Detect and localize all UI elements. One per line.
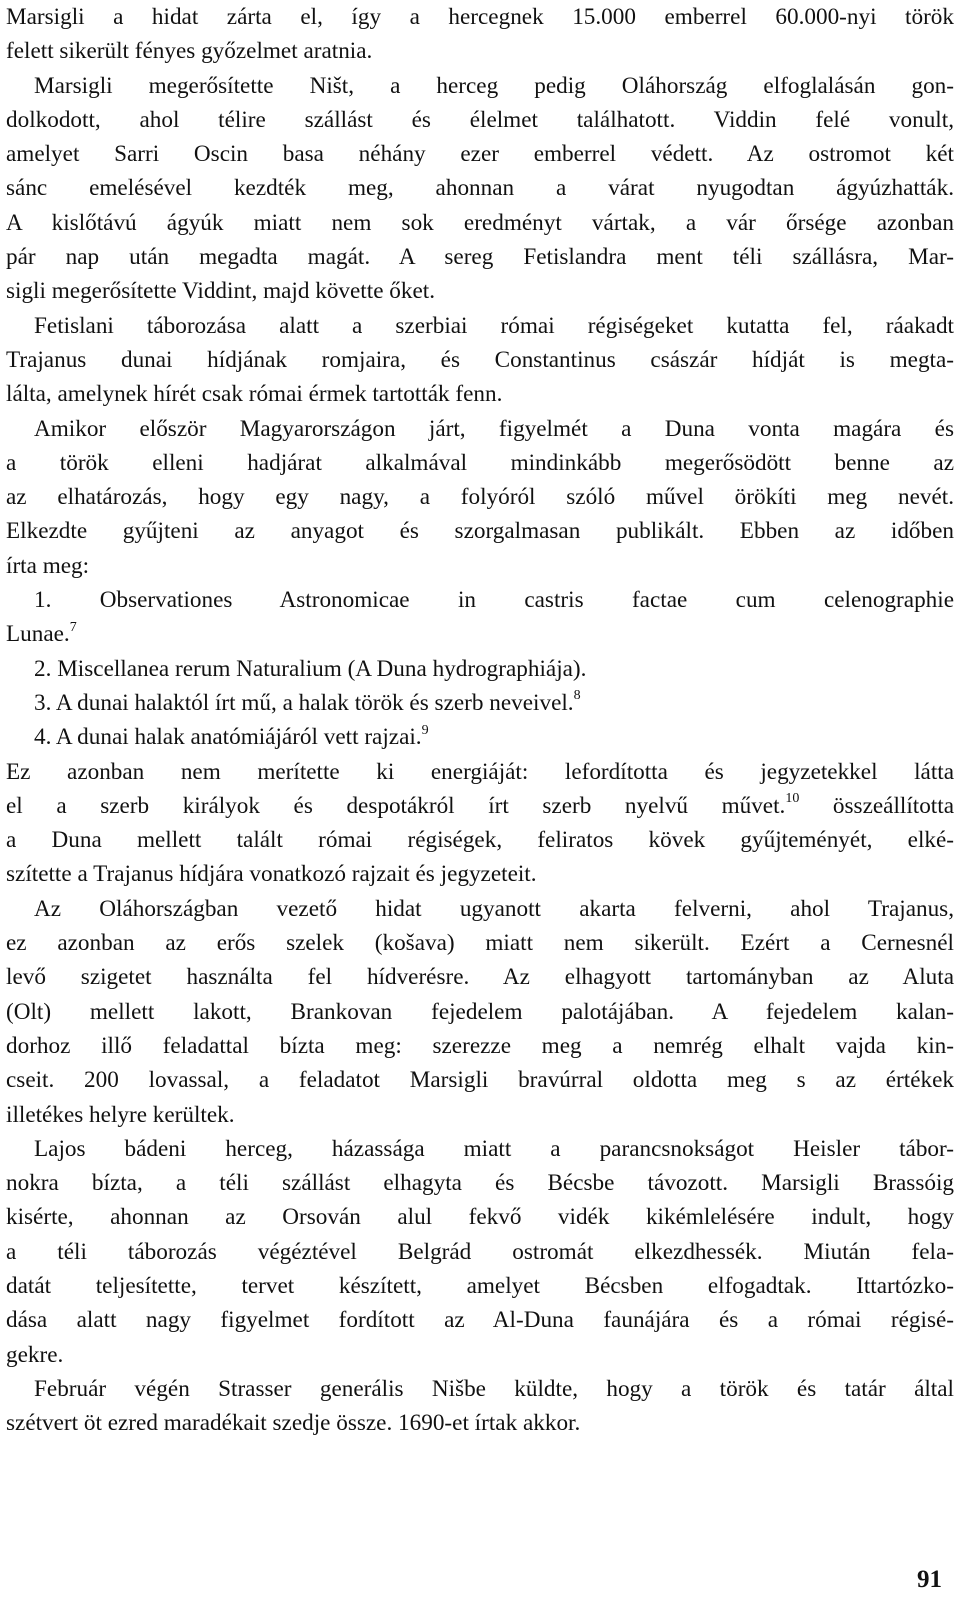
- text-line: [6, 755, 954, 789]
- text-line: [6, 1098, 954, 1132]
- text-line: [6, 549, 954, 583]
- text-line: [6, 583, 954, 617]
- text-line: [6, 720, 954, 754]
- line-text: kisérte, ahonnan az Orsován alul fekvő vidék kikémlelésére indult, hogy: [6, 1204, 954, 1231]
- text-line: [6, 926, 954, 960]
- line-text: a téli táborozás végéztével Belgrád ostromát elkezdhessék. Miután fela-: [6, 1238, 954, 1265]
- line-text: ez azonban az erős szelek (košava) miatt nem sikerült. Ezért a Cernesnél: [6, 930, 954, 957]
- line-text: dása alatt nagy figyelmet fordított az Al-Duna faunájára és a római régisé-: [6, 1307, 954, 1334]
- text-line: [6, 960, 954, 994]
- line-text: felett sikerült fényes győzelmet aratnia.: [6, 38, 373, 65]
- line-text: Elkezdte gyűjteni az anyagot és szorgalmasan publikált. Ebben az időben: [6, 518, 954, 545]
- text-line: [6, 514, 954, 548]
- line-text: sánc emelésével kezdték meg, ahonnan a várat nyugodtan ágyúzhatták.: [6, 175, 954, 202]
- line-text: a török elleni hadjárat alkalmával mindinkább megerősödött benne az: [6, 449, 954, 476]
- text-line: [6, 480, 954, 514]
- line-text: sigli megerősítette Viddint, majd követte őket.: [6, 278, 436, 305]
- line-text: a Duna mellett talált római régiségek, feliratos kövek gyűjteményét, elké-: [6, 827, 954, 854]
- text-line: [6, 274, 954, 308]
- line-text: illetékes helyre kerültek.: [6, 1101, 235, 1128]
- line-text: Fetislani táborozása alatt a szerbiai római régiségeket kutatta fel, ráakadt: [34, 312, 954, 339]
- text-line: [6, 377, 954, 411]
- text-line: [6, 995, 954, 1029]
- line-text: levő szigetet használta fel hídverésre. Az elhagyott tartományban az Aluta: [6, 964, 954, 991]
- text-line: [6, 1063, 954, 1097]
- text-line: [6, 34, 954, 68]
- page-number: 91: [917, 1566, 942, 1593]
- text-line: [6, 1166, 954, 1200]
- line-text: lálta, amelynek hírét csak római érmek tartották fenn.: [6, 381, 503, 408]
- text-line: [6, 686, 954, 720]
- text-line: [6, 103, 954, 137]
- text-line: [6, 1406, 954, 1440]
- line-text: Marsigli a hidat zárta el, így a hercegnek 15.000 emberrel 60.000-nyi török: [6, 4, 954, 30]
- text-line: [6, 652, 954, 686]
- line-text-continued: összeállította: [799, 792, 954, 819]
- line-text: el a szerb királyok és despotákról írt szerb nyelvű művet.: [6, 792, 786, 819]
- text-line: [6, 857, 954, 891]
- line-text: Ez azonban nem merítette ki energiáját: lefordította és jegyzetekkel látta: [6, 758, 954, 785]
- line-text: az elhatározás, hogy egy nagy, a folyóról szóló művel örökíti meg nevét.: [6, 484, 954, 511]
- text-line: [6, 1029, 954, 1063]
- text-line: [6, 171, 954, 205]
- line-text: Trajanus dunai hídjának romjaira, és Constantinus császár hídját is megta-: [6, 346, 954, 373]
- footnote-marker: 10: [785, 791, 800, 807]
- line-text: nokra bízta, a téli szállást elhagyta és Bécsbe távozott. Marsigli Brassóig: [6, 1170, 954, 1197]
- text-line: [6, 617, 954, 651]
- text-line: [6, 789, 954, 823]
- footnote-marker: 9: [421, 722, 429, 738]
- line-text: cseit. 200 lovassal, a feladatot Marsigli bravúrral oldotta meg s az értékek: [6, 1067, 954, 1094]
- line-text: datát teljesítette, tervet készített, amelyet Bécsben elfogadtak. Ittartózko-: [6, 1272, 954, 1299]
- line-text: gekre.: [6, 1341, 64, 1368]
- line-text: Amikor először Magyarországon járt, figyelmét a Duna vonta magára és: [34, 415, 954, 442]
- text-line: [6, 1338, 954, 1372]
- line-text: írta meg:: [6, 552, 90, 579]
- line-text: 2. Miscellanea rerum Naturalium (A Duna hydrographiája).: [34, 655, 587, 682]
- footnote-marker: 7: [69, 619, 77, 635]
- line-text: dorhoz illő feladattal bízta meg: szerezze meg a nemrég elhalt vajda kin-: [6, 1032, 954, 1059]
- text-line: [6, 69, 954, 103]
- document-page: [6, 0, 954, 1440]
- line-text: Marsigli megerősítette Ništ, a herceg pedig Oláhország elfoglalásán gon-: [34, 72, 954, 99]
- text-line: [6, 446, 954, 480]
- line-text: Lajos bádeni herceg, házassága miatt a parancsnokságot Heisler tábor-: [34, 1135, 954, 1162]
- footnote-marker: 8: [573, 688, 581, 704]
- text-line: [6, 1235, 954, 1269]
- line-text: Az Oláhországban vezető hidat ugyanott akarta felverni, ahol Trajanus,: [34, 895, 954, 922]
- text-line: [6, 137, 954, 171]
- text-line: [6, 0, 954, 34]
- line-text: 4. A dunai halak anatómiájáról vett rajzai.: [34, 724, 422, 751]
- line-text: dolkodott, ahol télire szállást és élelmet találhatott. Viddin felé vonult,: [6, 106, 954, 133]
- text-line: [6, 823, 954, 857]
- body-text: [6, 0, 954, 1440]
- text-line: [6, 892, 954, 926]
- line-text: A kislőtávú ágyúk miatt nem sok eredményt vártak, a vár őrsége azonban: [6, 209, 954, 236]
- text-line: [6, 1200, 954, 1234]
- text-line: [6, 343, 954, 377]
- text-line: [6, 1372, 954, 1406]
- line-text: szétvert öt ezred maradékait szedje össze. 1690-et írtak akkor.: [6, 1410, 581, 1437]
- line-text: (Olt) mellett lakott, Brankovan fejedelem palotájában. A fejedelem kalan-: [6, 998, 954, 1025]
- text-line: [6, 240, 954, 274]
- text-line: [6, 1132, 954, 1166]
- text-line: [6, 206, 954, 240]
- line-text: Február végén Strasser generális Nišbe küldte, hogy a török és tatár által: [34, 1375, 954, 1402]
- text-line: [6, 1269, 954, 1303]
- text-line: [6, 1303, 954, 1337]
- line-text: Lunae.: [6, 621, 70, 648]
- text-line: [6, 309, 954, 343]
- line-text: 1. Observationes Astronomicae in castris factae cum celenographie: [34, 587, 954, 614]
- line-text: amelyet Sarri Oscin basa néhány ezer emberrel védett. Az ostromot két: [6, 141, 954, 168]
- text-line: [6, 412, 954, 446]
- line-text: pár nap után megadta magát. A sereg Fetislandra ment téli szállásra, Mar-: [6, 244, 954, 271]
- line-text: 3. A dunai halaktól írt mű, a halak török és szerb neveivel.: [34, 689, 574, 716]
- line-text: szítette a Trajanus hídjára vonatkozó rajzait és jegyzeteit.: [6, 861, 537, 888]
